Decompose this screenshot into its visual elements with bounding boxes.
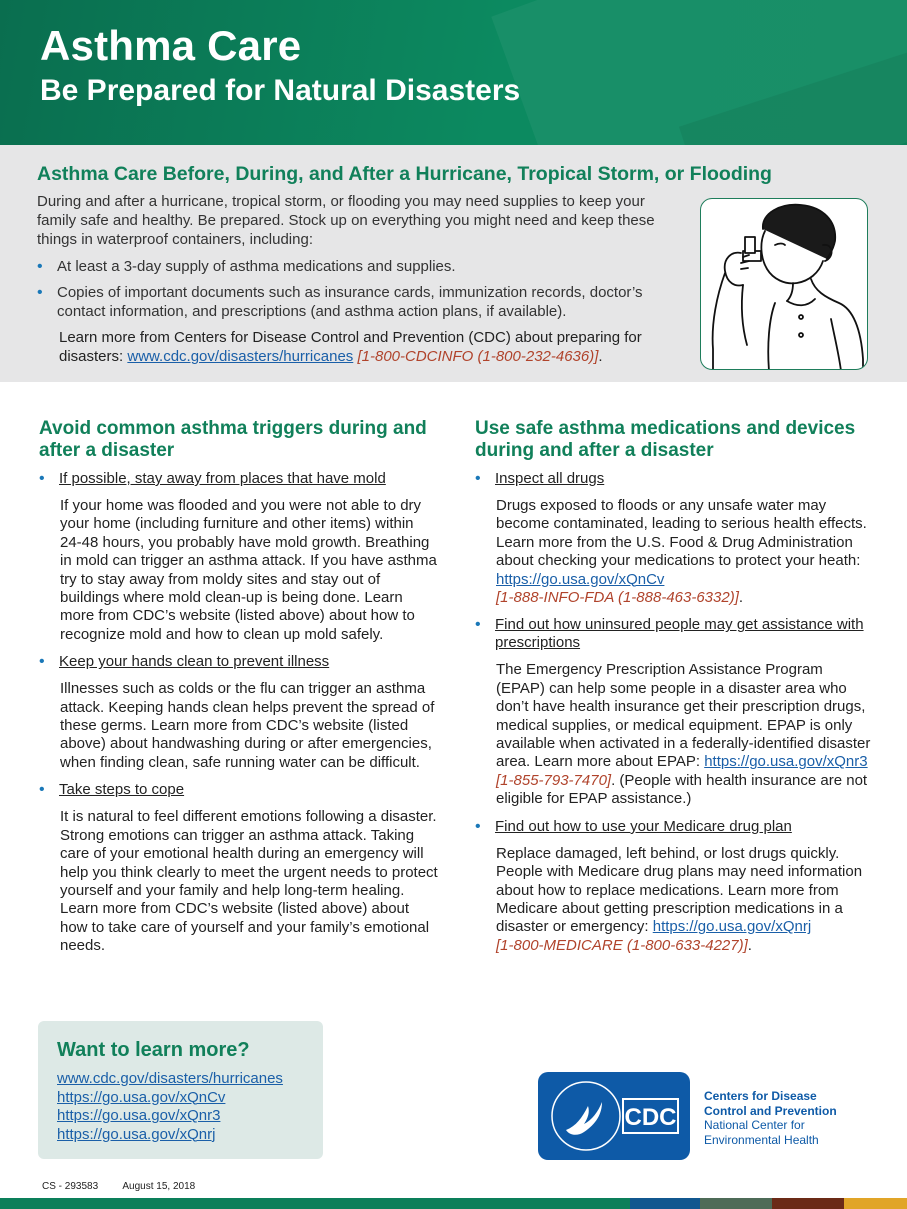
list-item: • At least a 3-day supply of asthma medications and supplies. — [37, 257, 687, 276]
item-body: Illnesses such as colds or the flu can trigger an asthma attack. Keeping hands clean helps prevent the spread of these germs. Learn more from CDC’s website (listed above) about handwashing during or after emergencies, when finding clean, safe running water can be difficult. — [60, 680, 435, 771]
header-banner — [0, 0, 907, 145]
list-item: • Copies of important documents such as insurance cards, immunization records, doctor’s contact information, and prescriptions (and asthma action plans, if available). — [37, 283, 687, 321]
cdc-logo — [538, 1072, 690, 1160]
child-using-inhaler-illustration — [700, 198, 868, 370]
learn-more-link[interactable]: https://go.usa.gov/xQnrj — [57, 1125, 216, 1143]
document-date: August 15, 2018 — [122, 1181, 196, 1192]
list-item: • Find out how uninsured people may get assistance with prescriptions — [475, 616, 875, 652]
list-item: • Take steps to cope — [39, 781, 439, 799]
document-id: CS - 293583 — [42, 1181, 99, 1192]
cdc-logo-text: CDC — [624, 1104, 677, 1131]
epap-link[interactable]: https://go.usa.gov/xQnr3 — [704, 753, 868, 771]
learn-more-title: Want to learn more? — [57, 1039, 250, 1061]
item-body: It is natural to feel different emotions following a disaster. Strong emotions can trigger an asthma attack. Taking care of your emotional health during an emergency will help you think clearly to meet the urgent needs to protect yourself and your family and help long-term healing. Learn more from CDC’s website (listed above) about how to take care of yourself and your family’s emotional needs. — [60, 808, 438, 955]
item-body: Drugs exposed to floods or any unsafe water may become contaminated, leading to serious health effects. Learn more from the U.S. Food & Drug Administration about checking your medications to protect your heath: https://go.usa.gov/xQnCv [1-888-INFO-FDA (1-888-463-6332)]. — [496, 497, 867, 607]
bar-segment — [700, 1198, 772, 1209]
bottom-color-bar — [0, 1198, 907, 1209]
learn-more-box — [38, 1021, 323, 1159]
intro-title: Asthma Care Before, During, and After a Hurricane, Tropical Storm, or Flooding — [37, 163, 772, 185]
learn-more-links — [57, 1070, 283, 1144]
agency-name: Centers for Disease Control and Prevention National Center for Environmental Health — [704, 1089, 837, 1147]
learn-more-link[interactable]: www.cdc.gov/disasters/hurricanes — [57, 1070, 283, 1087]
medications-column — [475, 418, 875, 964]
phone-number: [1-855-793-7470] — [496, 771, 612, 789]
intro-learn-more: Learn more from Centers for Disease Control and Prevention (CDC) about preparing for disasters: www.cdc.gov/disasters/hurricanes [1-800-CDCINFO (1-800-232-4636)]. — [59, 329, 642, 365]
medications-heading: Use safe asthma medications and devices during and after a disaster — [475, 418, 856, 461]
list-item: • Find out how to use your Medicare drug plan — [475, 818, 875, 836]
phone-number: [1-800-MEDICARE (1-800-633-4227)] — [496, 936, 748, 954]
learn-more-link[interactable]: https://go.usa.gov/xQnr3 — [57, 1107, 221, 1124]
item-body: If your home was flooded and you were not able to dry your home (including furniture and other items) within 24-48 hours, you probably have mold growth. Breathing in mold can trigger an asthma attack. If you have asthma try to stay away from moldy sites and stay out of buildings where mold clean-up is being done. Learn more from CDC’s website (listed above) about how to recognize mold and how to clean up mold safely. — [60, 497, 437, 643]
hhs-eagle-cdc-logo-icon — [538, 1072, 690, 1160]
page-title: Asthma Care — [40, 22, 302, 69]
list-item: • Inspect all drugs — [475, 470, 875, 488]
intro-text: During and after a hurricane, tropical storm, or flooding you may need supplies to keep your family safe and healthy. Be prepared. Stock up on everything you might need and keep these things in waterproof containers, including: — [37, 193, 655, 248]
item-body: Replace damaged, left behind, or lost drugs quickly. People with Medicare drug plans may need information about how to replace medications. Learn more from Medicare about getting prescription medications in a disaster or emergency: https://go.usa.gov/xQnrj [1-800-MEDICARE (1-800-633-4227)]. — [496, 844, 863, 954]
phone-number: [1-888-INFO-FDA (1-888-463-6332)] — [496, 589, 739, 607]
document-footer — [42, 1181, 217, 1192]
bar-segment — [772, 1198, 844, 1209]
bar-segment — [630, 1198, 700, 1209]
triggers-column — [39, 418, 439, 965]
page-subtitle: Be Prepared for Natural Disasters — [40, 74, 521, 107]
learn-more-link[interactable]: https://go.usa.gov/xQnCv — [57, 1088, 226, 1106]
bar-segment — [844, 1198, 907, 1209]
intro-bullet-list — [37, 257, 687, 328]
cdc-hurricanes-link[interactable]: www.cdc.gov/disasters/hurricanes — [127, 348, 354, 365]
item-body: The Emergency Prescription Assistance Program (EPAP) can help some people in a disaster area who don’t have health insurance get their prescription drugs, medical supplies, or medical equipment. EPAP is only available when activated in a federally-identified disaster area. Learn more about EPAP: https://go.usa.gov/xQnr3 [1-855-793-7470]. (People with health insurance are not eligible for EPAP assistance.) — [496, 661, 871, 808]
inhaler-child-icon — [701, 199, 868, 370]
fda-link[interactable]: https://go.usa.gov/xQnCv — [496, 570, 665, 588]
triggers-heading: Avoid common asthma triggers during and after a disaster — [39, 418, 427, 461]
bar-segment — [0, 1198, 630, 1209]
list-item: • If possible, stay away from places that have mold — [39, 470, 439, 488]
phone-number: [1-800-CDCINFO (1-800-232-4636)] — [357, 348, 599, 365]
medicare-link[interactable]: https://go.usa.gov/xQnrj — [652, 918, 812, 936]
list-item: • Keep your hands clean to prevent illness — [39, 653, 439, 671]
